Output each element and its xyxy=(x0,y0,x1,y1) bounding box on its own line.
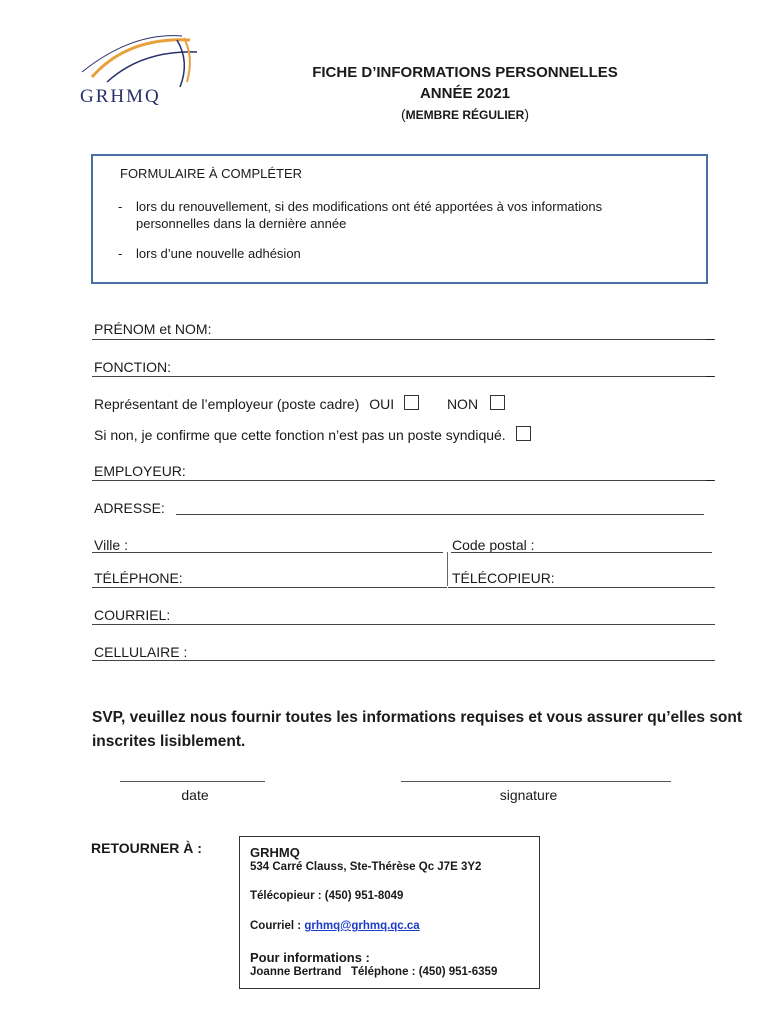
column-divider xyxy=(447,552,448,586)
line-end-mark: _ xyxy=(706,465,714,481)
instruction-bullet: - lors du renouvellement, si des modifications ont été apportées à vos informations personnelles dans la dernière année xyxy=(118,199,603,231)
logo-swoosh-icon xyxy=(72,32,202,92)
prenom-nom-input[interactable] xyxy=(92,339,715,340)
non-label: NON xyxy=(446,396,479,412)
ville-label: Ville : xyxy=(94,537,128,553)
grhmq-logo xyxy=(72,32,202,108)
member-type: (MEMBRE RÉGULIER) xyxy=(400,106,529,122)
logo-text: GRHMQ xyxy=(80,86,161,107)
return-org: GRHMQ xyxy=(250,845,300,860)
oui-label: OUI xyxy=(369,396,395,412)
return-contact: Joanne Bertrand Téléphone : (450) 951-6359 xyxy=(250,966,498,978)
courriel-label: COURRIEL: xyxy=(94,607,171,623)
return-label: RETOURNER À : xyxy=(91,840,202,856)
form-title: FICHE D’INFORMATIONS PERSONNELLES xyxy=(312,64,618,81)
telecopieur-label: TÉLÉCOPIEUR: xyxy=(452,570,555,586)
ville-input[interactable] xyxy=(92,552,443,553)
adresse-label: ADRESSE: xyxy=(94,500,165,516)
instructions-box xyxy=(91,154,708,284)
instruction-bullet: - lors d’une nouvelle adhésion xyxy=(118,246,301,261)
line-end-mark: _ xyxy=(706,361,714,377)
telephone-input[interactable] xyxy=(92,587,447,588)
return-email-link[interactable]: grhmq@grhmq.qc.ca xyxy=(304,920,420,932)
prenom-nom-label: PRÉNOM et NOM: xyxy=(94,321,212,337)
notice-text: SVP, veuillez nous fournir toutes les informations requises et vous assurer qu’elles sont inscrites lisiblement. xyxy=(92,709,743,750)
signature-input[interactable] xyxy=(401,781,671,782)
employeur-input[interactable] xyxy=(92,480,715,481)
signature-label: signature xyxy=(499,787,558,803)
telephone-label: TÉLÉPHONE: xyxy=(94,570,183,586)
line-end-mark: _ xyxy=(706,324,714,340)
return-email-row: Courriel : grhmq@grhmq.qc.ca xyxy=(250,920,420,932)
fonction-input[interactable] xyxy=(92,376,715,377)
cellulaire-label: CELLULAIRE : xyxy=(94,644,188,660)
instructions-heading: FORMULAIRE À COMPLÉTER xyxy=(120,166,303,181)
code-postal-input[interactable] xyxy=(451,552,712,553)
form-year: ANNÉE 2021 xyxy=(419,85,511,102)
employeur-label: EMPLOYEUR: xyxy=(94,463,186,479)
confirm-checkbox[interactable] xyxy=(516,426,531,441)
confirm-label: Si non, je confirme que cette fonction n’est pas un poste syndiqué. xyxy=(94,427,506,443)
courriel-input[interactable] xyxy=(92,624,715,625)
return-address: 534 Carré Clauss, Ste-Thérèse Qc J7E 3Y2 xyxy=(250,861,482,873)
info-heading: Pour informations : xyxy=(250,950,370,965)
return-fax: Télécopieur : (450) 951-8049 xyxy=(250,890,404,902)
non-checkbox[interactable] xyxy=(490,395,505,410)
cellulaire-input[interactable] xyxy=(92,660,715,661)
date-input[interactable] xyxy=(120,781,265,782)
oui-checkbox[interactable] xyxy=(404,395,419,410)
code-postal-label: Code postal : xyxy=(452,537,535,553)
return-address-box xyxy=(239,836,540,989)
fonction-label: FONCTION: xyxy=(94,359,171,375)
confirm-row xyxy=(94,426,531,443)
representant-label: Représentant de l’employeur (poste cadre) xyxy=(94,396,360,412)
date-label: date xyxy=(181,787,209,803)
representant-row xyxy=(94,395,505,412)
adresse-input[interactable] xyxy=(176,514,704,515)
telecopieur-input[interactable] xyxy=(448,587,715,588)
